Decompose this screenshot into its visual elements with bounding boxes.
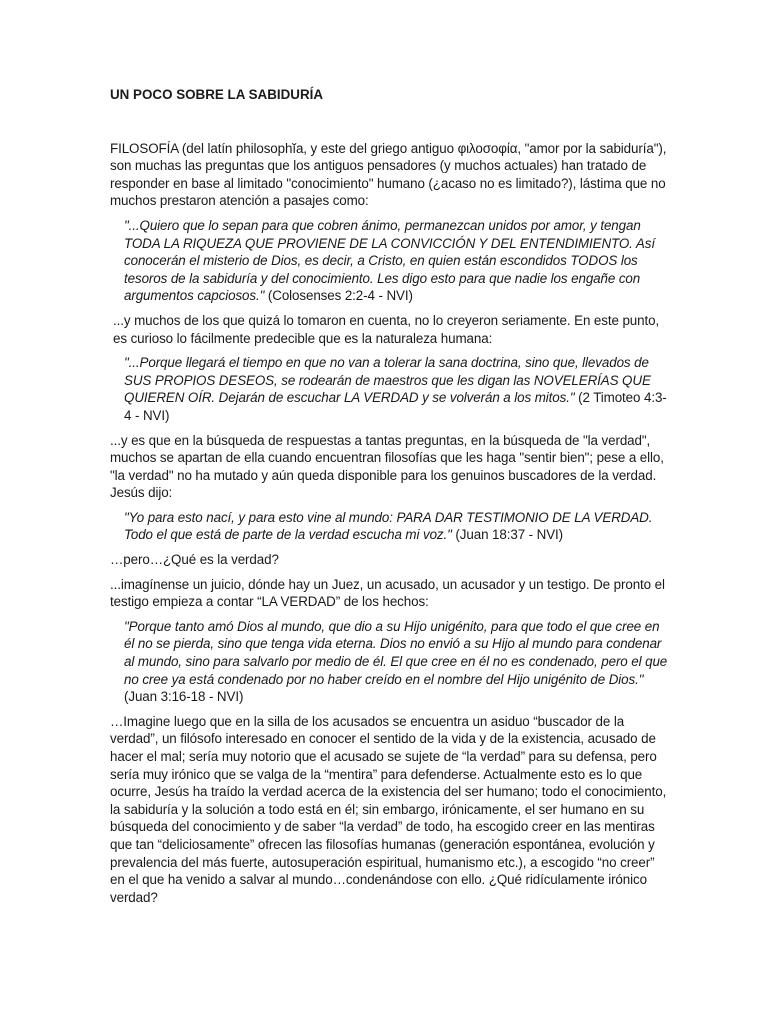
paragraph-conclusion: …Imagine luego que en la silla de los acusados se encuentra un asiduo “buscador de la verdad”, un filósofo interesado en conocer el sentido de la vida y de la existencia, acusado de hacer el mal; sería muy notorio que el acusado se sujete de “la verdad” para su defensa, pero sería muy irónico que se valga de la “mentira” para defenderse. Actualmente esto es lo que ocurre, Jesús ha traído la verdad acerca de la existencia del ser humano; todo el conocimiento, la sabiduría y la solución a todo está en él; sin embargo, irónicamente, el ser humano en su búsqueda del conocimiento y de saber “la verdad” de todo, ha escogido creer en las mentiras que tan “deliciosamente” ofrecen las filosofías humanas (generación espontánea, evolución y prevalencia del más fuerte, autosuperación espiritual, humanismo etc.), a escogido “no creer” en el que ha venido a salvar al mundo…condenándose con ello. ¿Qué ridículamente irónico verdad?	[110, 713, 667, 905]
paragraph-philosophy: FILOSOFÍA (del latín philosophĭa, y este del griego antiguo φιλοσοφία, "amor por la sabiduría"), son muchas las preguntas que los antiguos pensadores (y muchos actuales) han tratado de responder en base al limitado "conocimiento" humano (¿acaso no es limitado?), lástima que no muchos prestaron atención a pasajes como:	[110, 140, 667, 209]
paragraph-human-nature: ...y muchos de los que quizá lo tomaron en cuenta, no lo creyeron seriamente. En este punto, es curioso lo fácilmente predecible que es la naturaleza humana:	[113, 312, 660, 346]
quote-reference: (2 Timoteo 4:3-4 - NVI)	[124, 390, 667, 423]
quote-reference: (Juan 3:16-18 - NVI)	[124, 689, 244, 705]
quote-reference: (Juan 18:37 - NVI)	[451, 527, 564, 543]
quote-text: "Porque tanto amó Dios al mundo, que dio a su Hijo unigénito, para que todo el que cree en él no se pierda, sino que tenga vida eterna. Dios no envió a su Hijo al mundo para condenar al mundo, sino para salvarlo por medio de él. El que cree en él no es condenado, pero el que no cree ya está condenado por no haber creído en el nombre del Hijo unigénito de Dios."	[124, 618, 668, 687]
paragraph-trial: ...imagínense un juicio, dónde hay un Juez, un acusado, un acusador y un testigo. De pronto el testigo empieza a contar “LA VERDAD” de los hechos:	[110, 576, 665, 610]
paragraph-search-truth: ...y es que en la búsqueda de respuestas a tantas preguntas, en la búsqueda de "la verdad", muchos se apartan de ella cuando encuentran filosofías que les haga "sentir bien"; pese a ello, "la verdad" no ha mutado y aún queda disponible para los genuinos buscadores de la verdad. Jesús dijo:	[110, 432, 664, 501]
quote-reference: (Colosenses 2:2-4 - NVI)	[264, 288, 413, 304]
quote-timothy	[110, 354, 668, 424]
quote-text: "...Quiero que lo sepan para que cobren ánimo, permanezcan unidos por amor, y tengan TODA LA RIQUEZA QUE PROVIENE DE LA CONVICCIÓN Y DEL ENTENDIMIENTO. Así conocerán el misterio de Dios, es decir, a Cristo, en quien están escondidos TODOS los tesoros de la sabiduría y del conocimiento. Les digo esto para que nadie los engañe con argumentos capciosos."	[124, 217, 655, 304]
quote-colossians	[110, 217, 668, 305]
quote-john-18	[110, 509, 668, 544]
document-title: UN POCO SOBRE LA SABIDURÍA	[110, 87, 324, 102]
quote-text: "Yo para esto nací, y para esto vine al mundo: PARA DAR TESTIMONIO DE LA VERDAD. Todo el que está de parte de la verdad escucha mi voz."	[124, 509, 653, 543]
quote-john-3	[110, 618, 668, 706]
quote-text: "...Porque llegará el tiempo en que no van a tolerar la sana doctrina, sino que, llevados de SUS PROPIOS DESEOS, se rodearán de maestros que les digan las NOVELERÍAS QUE QUIEREN OÍR. Dejarán de escuchar LA VERDAD y se volverán a los mitos."	[124, 355, 651, 406]
paragraph-what-is-truth: …pero…¿Qué es la verdad?	[110, 552, 279, 568]
